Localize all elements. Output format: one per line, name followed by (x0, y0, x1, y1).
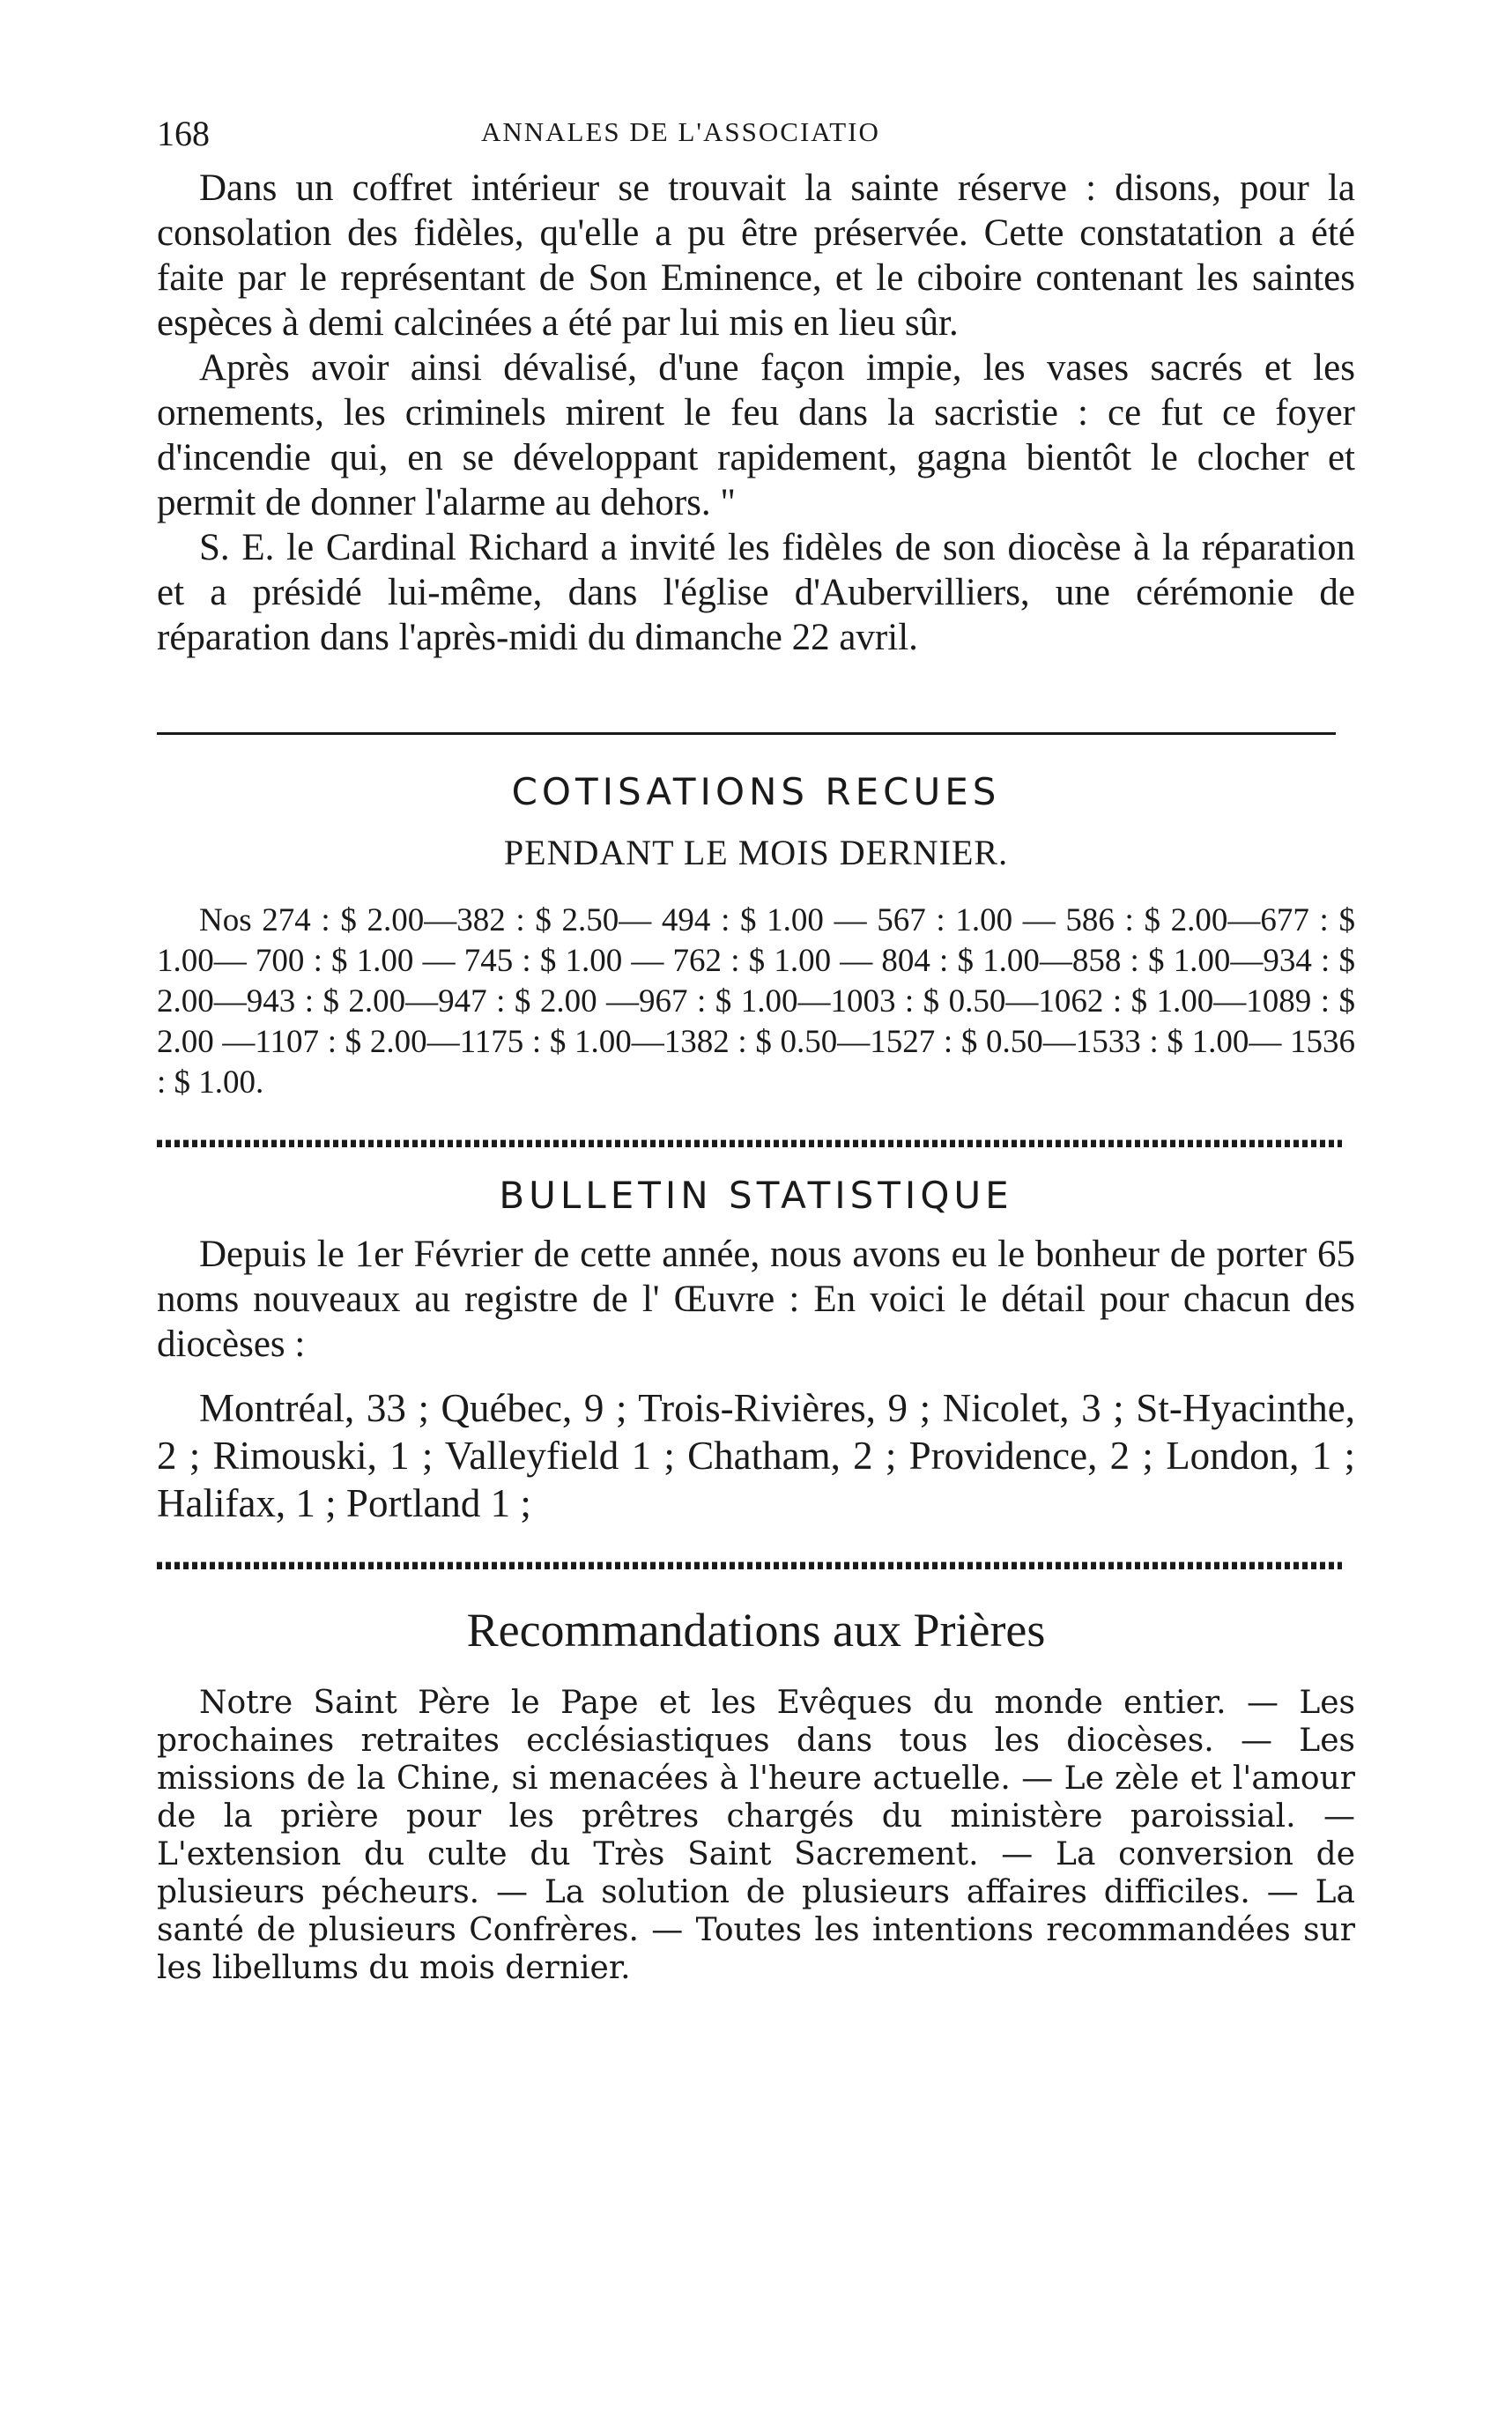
paragraph: Après avoir ainsi dévalisé, d'une façon impie, les vases sacrés et les ornements, les criminels mirent le feu dans la sacristie : ce fut ce foyer d'incendie qui, en se développant rapidement, gagna bientôt le clocher et permit de donner l'alarme au dehors. " (157, 347, 1355, 523)
ornamental-divider (157, 1557, 1342, 1569)
ornamental-divider (157, 1135, 1342, 1147)
prayers-text: Notre Saint Père le Pape et les Evêques du monde entier. — Les prochaines retraites ecclésiastiques dans tous les diocèses. — Les missions de la Chine, si menacées à l'heure actuelle. — Le zèle et l'amour de la prière pour les prêtres chargés du ministère paroissial. — L'extension du culte du Très Saint Sacrement. — La conversion de plusieurs pécheurs. — La solution de plusieurs affaires difficiles. — La santé de plusieurs Confrères. — Toutes les intentions recommandées sur les libellums du mois dernier. (157, 1685, 1355, 1986)
cotisations-title: COTISATIONS RECUES (511, 770, 1001, 813)
page (157, 113, 1355, 1987)
running-head (157, 113, 1355, 166)
bulletin-text (157, 1232, 1355, 1367)
bulletin-title: BULLETIN STATISTIQUE (499, 1174, 1013, 1217)
dioceses-list: Montréal, 33 ; Québec, 9 ; Trois-Rivières, 9 ; Nicolet, 3 ; St-Hyacinthe, 2 ; Rimouski, 1 ; Valleyfield 1 ; Chatham, 2 ; Providence, 2 ; London, 1 ; Halifax, 1 ; Portland 1 ; (157, 1386, 1355, 1525)
bulletin-paragraph: Depuis le 1er Février de cette année, nous avons eu le bonheur de porter 65 noms nouveaux au registre de l' Œuvre : En voici le détail pour chacun des diocèses : (157, 1234, 1355, 1365)
body-text (157, 166, 1355, 660)
cotisations-subtitle: PENDANT LE MOIS DERNIER. (503, 833, 1009, 872)
running-title: ANNALES DE L'ASSOCIATIO (481, 116, 880, 147)
contributions-list: Nos 274 : $ 2.00—382 : $ 2.50— 494 : $ 1.00 — 567 : 1.00 — 586 : $ 2.00—677 : $ 1.00— 700 : $ 1.00 — 745 : $ 1.00 — 762 : $ 1.00 — 804 : $ 1.00—858 : $ 1.00—934 : $ 2.00—943 : $ 2.00—947 : $ 2.00 —967 : $ 1.00—1003 : $ 0.50—1062 : $ 1.00—1089 : $ 2.00 —1107 : $ 2.00—1175 : $ 1.00—1382 : $ 0.50—1527 : $ 0.50—1533 : $ 1.00— 1536 : $ 1.00. (157, 902, 1355, 1101)
paragraph: S. E. le Cardinal Richard a invité les fidèles de son diocèse à la réparation et a présidé lui-même, dans l'église d'Aubervilliers, une cérémonie de réparation dans l'après-midi du dimanche 22 avril. (157, 527, 1355, 658)
page-number: 168 (157, 114, 210, 153)
prayers-title: Recommandations aux Prières (466, 1604, 1046, 1657)
paragraph: Dans un coffret intérieur se trouvait la sainte réserve : disons, pour la consolation des fidèles, qu'elle a pu être préservée. Cette constatation a été faite par le représentant de Son Eminence, et le ciboire contenant les saintes espèces à demi calcinées a été par lui mis en lieu sûr. (157, 167, 1355, 344)
section-divider (157, 732, 1336, 735)
